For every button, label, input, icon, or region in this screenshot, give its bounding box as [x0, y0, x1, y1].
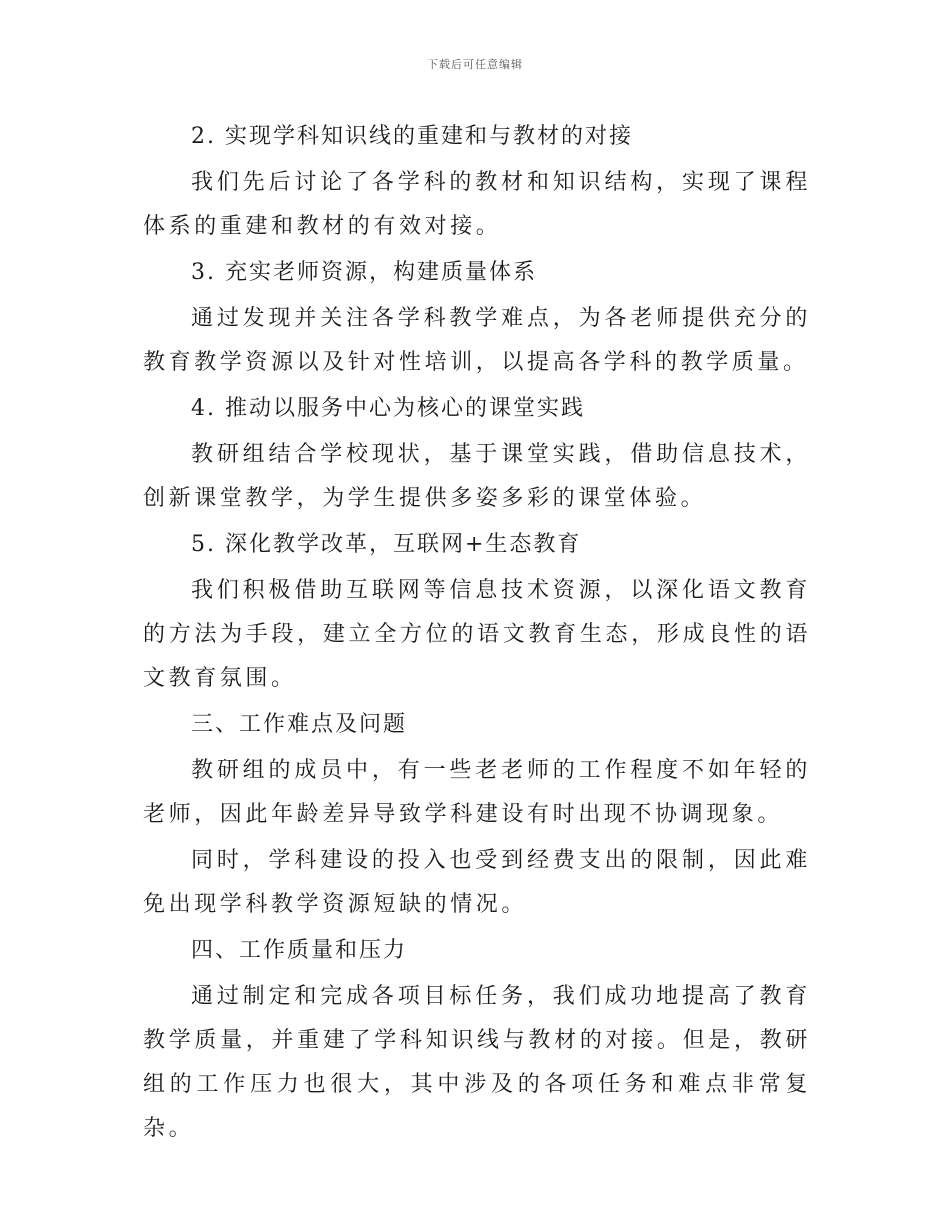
paragraph: 通过制定和完成各项目标任务，我们成功地提高了教育教学质量，并重建了学科知识线与教材的对接。但是，教研组的工作压力也很大，其中涉及的各项任务和难点非常复杂。: [143, 984, 811, 1141]
section-heading-5: 5. 深化教学改革，互联网+生态教育: [191, 532, 582, 557]
section-heading-quality: 四、工作质量和压力: [191, 938, 408, 963]
section-heading-3: 3. 充实老师资源，构建质量体系: [191, 260, 537, 285]
paragraph: 我们先后讨论了各学科的教材和知识结构，实现了课程体系的重建和教材的有效对接。: [143, 170, 811, 239]
document-body: [143, 115, 811, 1151]
page-header-note: 下载后可任意编辑: [427, 58, 523, 71]
paragraph: 通过发现并关注各学科教学难点，为各老师提供充分的教育教学资源以及针对性培训，以提高各学科的教学质量。: [143, 306, 811, 375]
paragraph: 教研组的成员中，有一些老老师的工作程度不如年轻的老师，因此年龄差异导致学科建设有时出现不协调现象。: [143, 758, 811, 827]
paragraph: 同时，学科建设的投入也受到经费支出的限制，因此难免出现学科教学资源短缺的情况。: [143, 848, 811, 917]
section-heading-problems: 三、工作难点及问题: [191, 712, 408, 737]
paragraph: 我们积极借助互联网等信息技术资源，以深化语文教育的方法为手段，建立全方位的语文教育生态，形成良性的语文教育氛围。: [143, 578, 811, 691]
section-heading-2: 2. 实现学科知识线的重建和与教材的对接: [191, 124, 633, 149]
section-heading-4: 4. 推动以服务中心为核心的课堂实践: [191, 396, 585, 421]
paragraph: 教研组结合学校现状，基于课堂实践，借助信息技术，创新课堂教学，为学生提供多姿多彩的课堂体验。: [143, 442, 811, 511]
